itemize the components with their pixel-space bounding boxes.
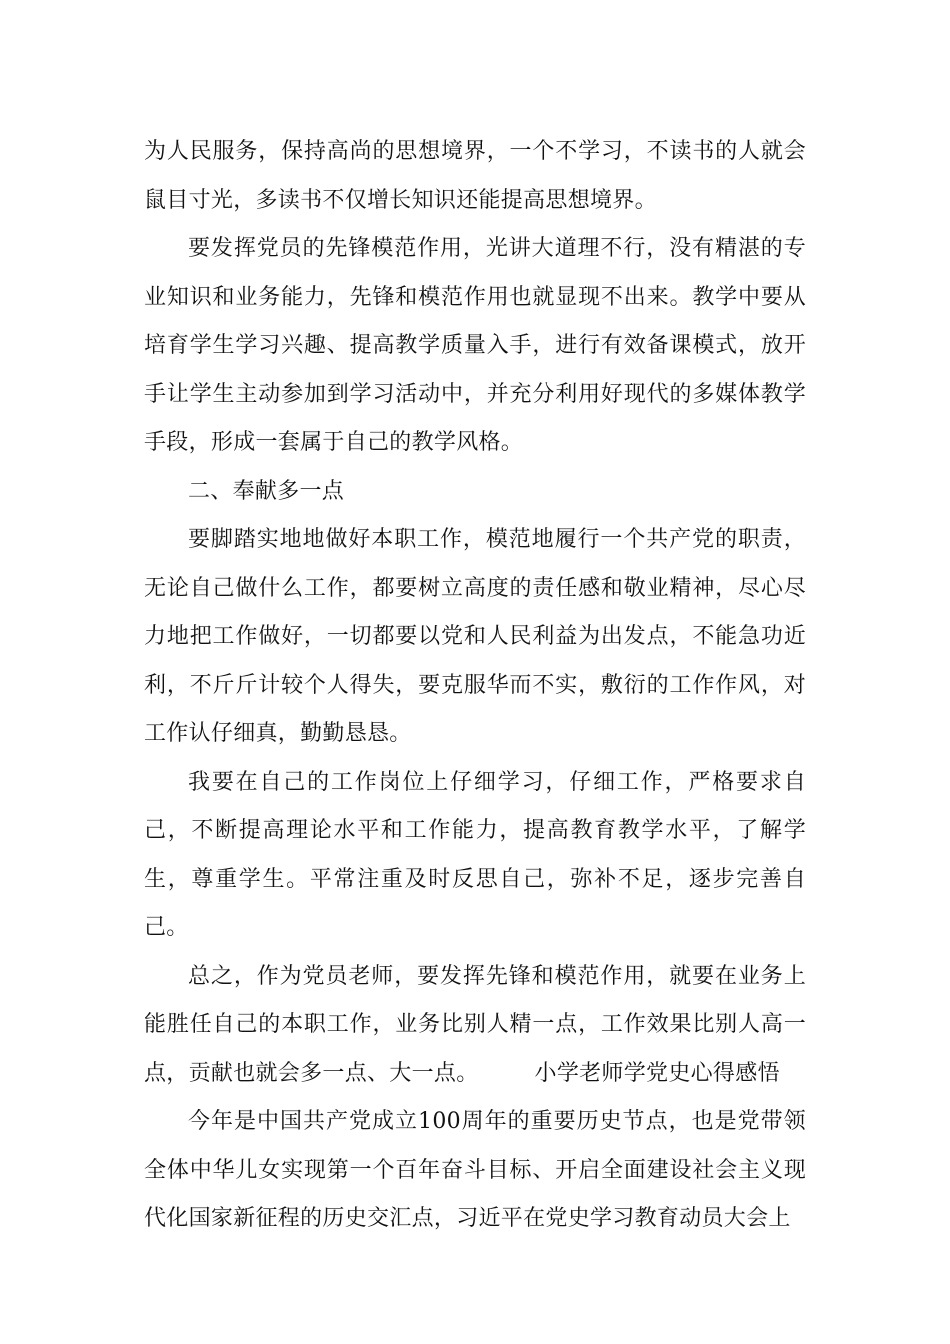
- paragraph-2: 要发挥党员的先锋模范作用，光讲大道理不行，没有精湛的专业知识和业务能力，先锋和模范作用也就显现不出来。教学中要从培育学生学习兴趣、提高教学质量入手，进行有效备课模式，放开手让学生主动参加到学习活动中，并充分利用好现代的多媒体教学手段，形成一套属于自己的教学风格。: [144, 236, 806, 455]
- paragraph-4: 我要在自己的工作岗位上仔细学习，仔细工作，严格要求自己，不断提高理论水平和工作能力，提高教育教学水平，了解学生，尊重学生。平常注重及时反思自己，弥补不足，逐步完善自己。: [144, 769, 806, 940]
- paragraph-6: 今年是中国共产党成立100周年的重要历史节点，也是党带领全体中华儿女实现第一个百年奋斗目标、开启全面建设社会主义现代化国家新征程的历史交汇点，习近平在党史学习教育动员大会上: [144, 1109, 806, 1231]
- document-body: [144, 128, 806, 1244]
- section-heading-dedication: 二、奉献多一点: [188, 478, 345, 504]
- paragraph-3: 要脚踏实地地做好本职工作，模范地履行一个共产党的职责，无论自己做什么工作，都要树立高度的责任感和敬业精神，尽心尽力地把工作做好，一切都要以党和人民利益为出发点，不能急功近利，不斤斤计较个人得失，要克服华而不实，敷衍的工作作风，对工作认仔细真，勤勤恳恳。: [144, 527, 806, 746]
- inline-article-title: 小学老师学党史心得感悟: [534, 1060, 780, 1086]
- paragraph-1: 为人民服务，保持高尚的思想境界，一个不学习，不读书的人就会鼠目寸光，多读书不仅增长知识还能提高思想境界。: [144, 139, 806, 213]
- paragraph-5-text: 总之，作为党员老师，要发挥先锋和模范作用，就要在业务上能胜任自己的本职工作，业务比别人精一点，工作效果比别人高一点，贡献也就会多一点、大一点。: [144, 963, 806, 1086]
- paragraph-5: [144, 953, 806, 1099]
